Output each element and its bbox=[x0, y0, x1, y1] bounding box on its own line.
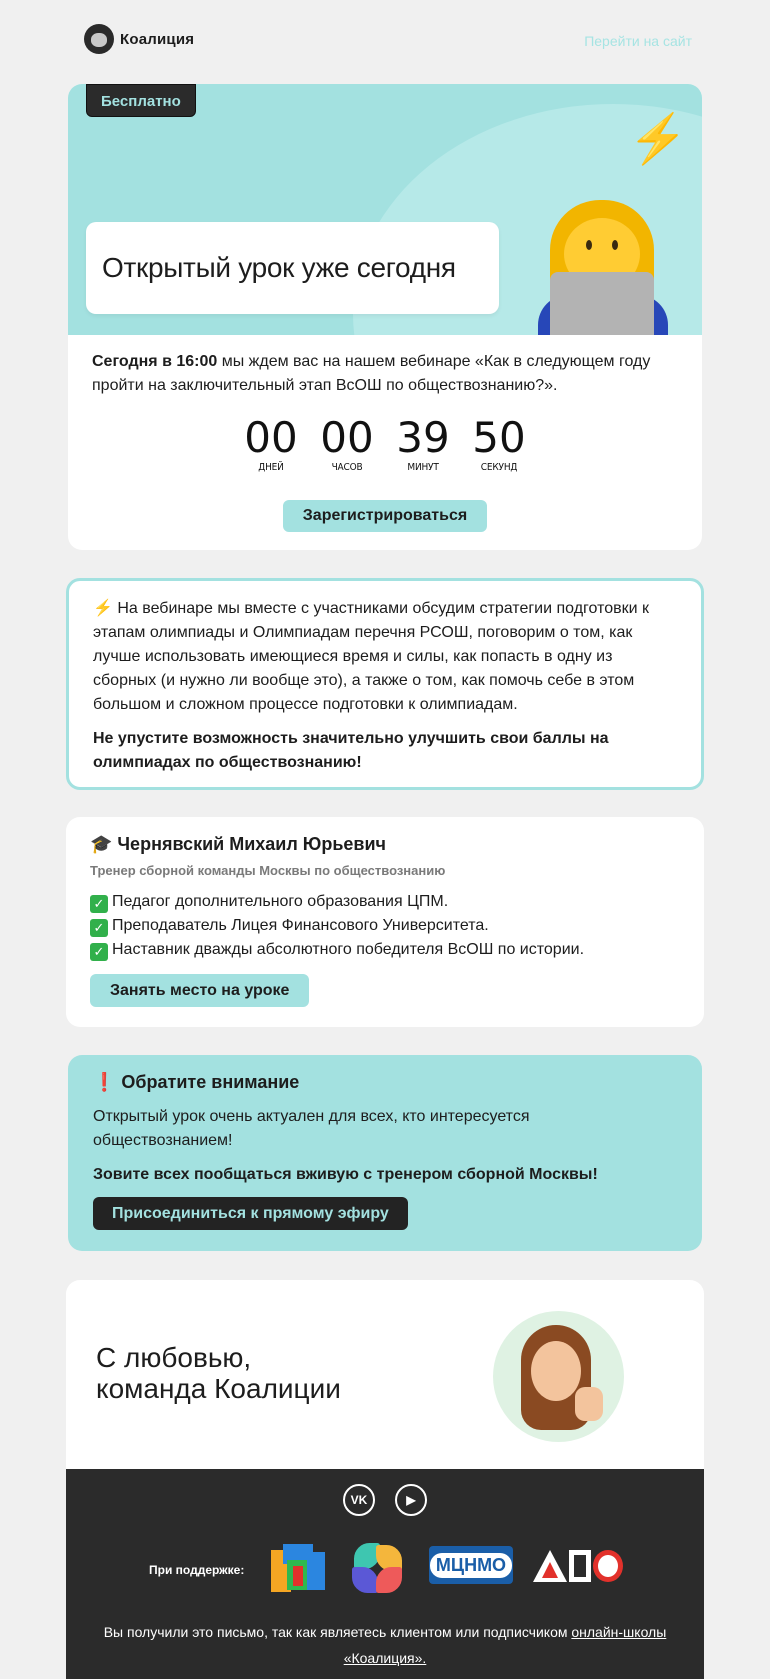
countdown-timer bbox=[68, 413, 702, 473]
signoff-line-1: С любовью, bbox=[96, 1342, 252, 1373]
exclamation-icon: ❗ bbox=[93, 1072, 116, 1092]
list-item: ✓ Педагог дополнительного образования ЦПМ. bbox=[90, 890, 680, 914]
countdown-value: 00 bbox=[320, 413, 374, 462]
countdown-label: СЕКУНД bbox=[480, 462, 518, 473]
koala-logo-icon bbox=[84, 24, 114, 54]
brand-logo[interactable] bbox=[84, 24, 194, 54]
support-label: При поддержке: bbox=[149, 1563, 245, 1577]
register-button[interactable]: Зарегистрироваться bbox=[283, 500, 487, 532]
countdown-value: 50 bbox=[472, 413, 526, 462]
check-icon: ✓ bbox=[90, 919, 108, 937]
countdown-minutes bbox=[396, 413, 450, 473]
signoff-line-2: команда Коалиции bbox=[96, 1373, 341, 1404]
legal-text: Вы получили это письмо, так как являетесь клиентом или подписчиком онлайн-школы «Коалиция». bbox=[103, 1624, 667, 1666]
school-link[interactable]: онлайн-школы «Коалиция». bbox=[343, 1624, 667, 1666]
countdown-value: 00 bbox=[244, 413, 298, 462]
webinar-info-text: ⚡ На вебинаре мы вместе с участниками обсудим стратегии подготовки к этапам олимпиады и Олимпиадам перечня РСОШ, поговорим о том, как лучше использовать имеющиеся время и силы, как попасть в одну из сборных (и нужно ли вообще это), а также о том, как помочь себе в этом большом и сложном процессе подготовки к олимпиадам. bbox=[93, 600, 650, 713]
webinar-info-card bbox=[66, 578, 704, 790]
check-icon: ✓ bbox=[90, 895, 108, 913]
footer bbox=[66, 1469, 704, 1679]
free-badge: Бесплатно bbox=[86, 84, 196, 117]
hero-title-box bbox=[86, 222, 499, 314]
avatar bbox=[493, 1311, 624, 1442]
signoff-text bbox=[96, 1342, 341, 1404]
lightning-icon: ⚡ bbox=[628, 113, 688, 166]
webinar-info-callout: Не упустите возможность значительно улучшить свои баллы на олимпиадах по обществознанию! bbox=[93, 730, 609, 771]
countdown-label: МИНУТ bbox=[407, 462, 439, 473]
list-item: ✓ Наставник дважды абсолютного победителя ВсОШ по истории. bbox=[90, 938, 680, 962]
countdown-label: ЧАСОВ bbox=[331, 462, 363, 473]
speaker-credentials bbox=[90, 890, 680, 962]
check-icon: ✓ bbox=[90, 943, 108, 961]
cpm-logo[interactable] bbox=[271, 1544, 325, 1594]
attention-text: Открытый урок очень актуален для всех, кто интересуется обществознанием! bbox=[93, 1108, 530, 1149]
webinar-description: мы ждем вас на нашем вебинаре «Как в следующем году пройти на заключительный этап ВсОШ по обществознанию?». bbox=[92, 353, 651, 394]
attention-card bbox=[68, 1055, 702, 1251]
woman-with-laptop-icon bbox=[538, 200, 668, 335]
mcnmo-logo[interactable]: МЦНМО bbox=[429, 1546, 513, 1584]
attention-heading: ❗ Обратите внимание bbox=[93, 1072, 300, 1092]
webinar-time: Сегодня в 16:00 bbox=[92, 353, 218, 370]
list-item: ✓ Преподаватель Лицея Финансового Университета. bbox=[90, 914, 680, 938]
vk-icon[interactable]: VK bbox=[343, 1484, 375, 1516]
signoff-card bbox=[66, 1280, 704, 1470]
speaker-name: 🎓 Чернявский Михаил Юрьевич bbox=[90, 834, 387, 854]
brand-name: Коалиция bbox=[120, 30, 195, 48]
countdown-hours bbox=[320, 413, 374, 473]
dpo-logo[interactable] bbox=[533, 1549, 623, 1583]
attention-callout: Зовите всех пообщаться вживую с тренером сборной Москвы! bbox=[93, 1166, 598, 1183]
countdown-value: 39 bbox=[396, 413, 450, 462]
partner-petals-logo[interactable] bbox=[350, 1541, 404, 1595]
countdown-days bbox=[244, 413, 298, 473]
countdown-seconds bbox=[472, 413, 526, 473]
countdown-label: ДНЕЙ bbox=[258, 462, 284, 473]
hero-title: Открытый урок уже сегодня bbox=[102, 252, 456, 283]
webinar-intro bbox=[92, 350, 682, 398]
speaker-card bbox=[66, 817, 704, 1027]
speaker-role: Тренер сборной команды Москвы по обществознанию bbox=[90, 863, 446, 878]
go-to-site-link[interactable]: Перейти на сайт bbox=[584, 33, 692, 49]
youtube-icon[interactable]: ▶ bbox=[395, 1484, 427, 1516]
join-live-button[interactable]: Присоединиться к прямому эфиру bbox=[93, 1197, 408, 1230]
hero-card bbox=[68, 84, 702, 550]
book-seat-button[interactable]: Занять место на уроке bbox=[90, 974, 309, 1007]
hero-banner bbox=[68, 84, 702, 335]
